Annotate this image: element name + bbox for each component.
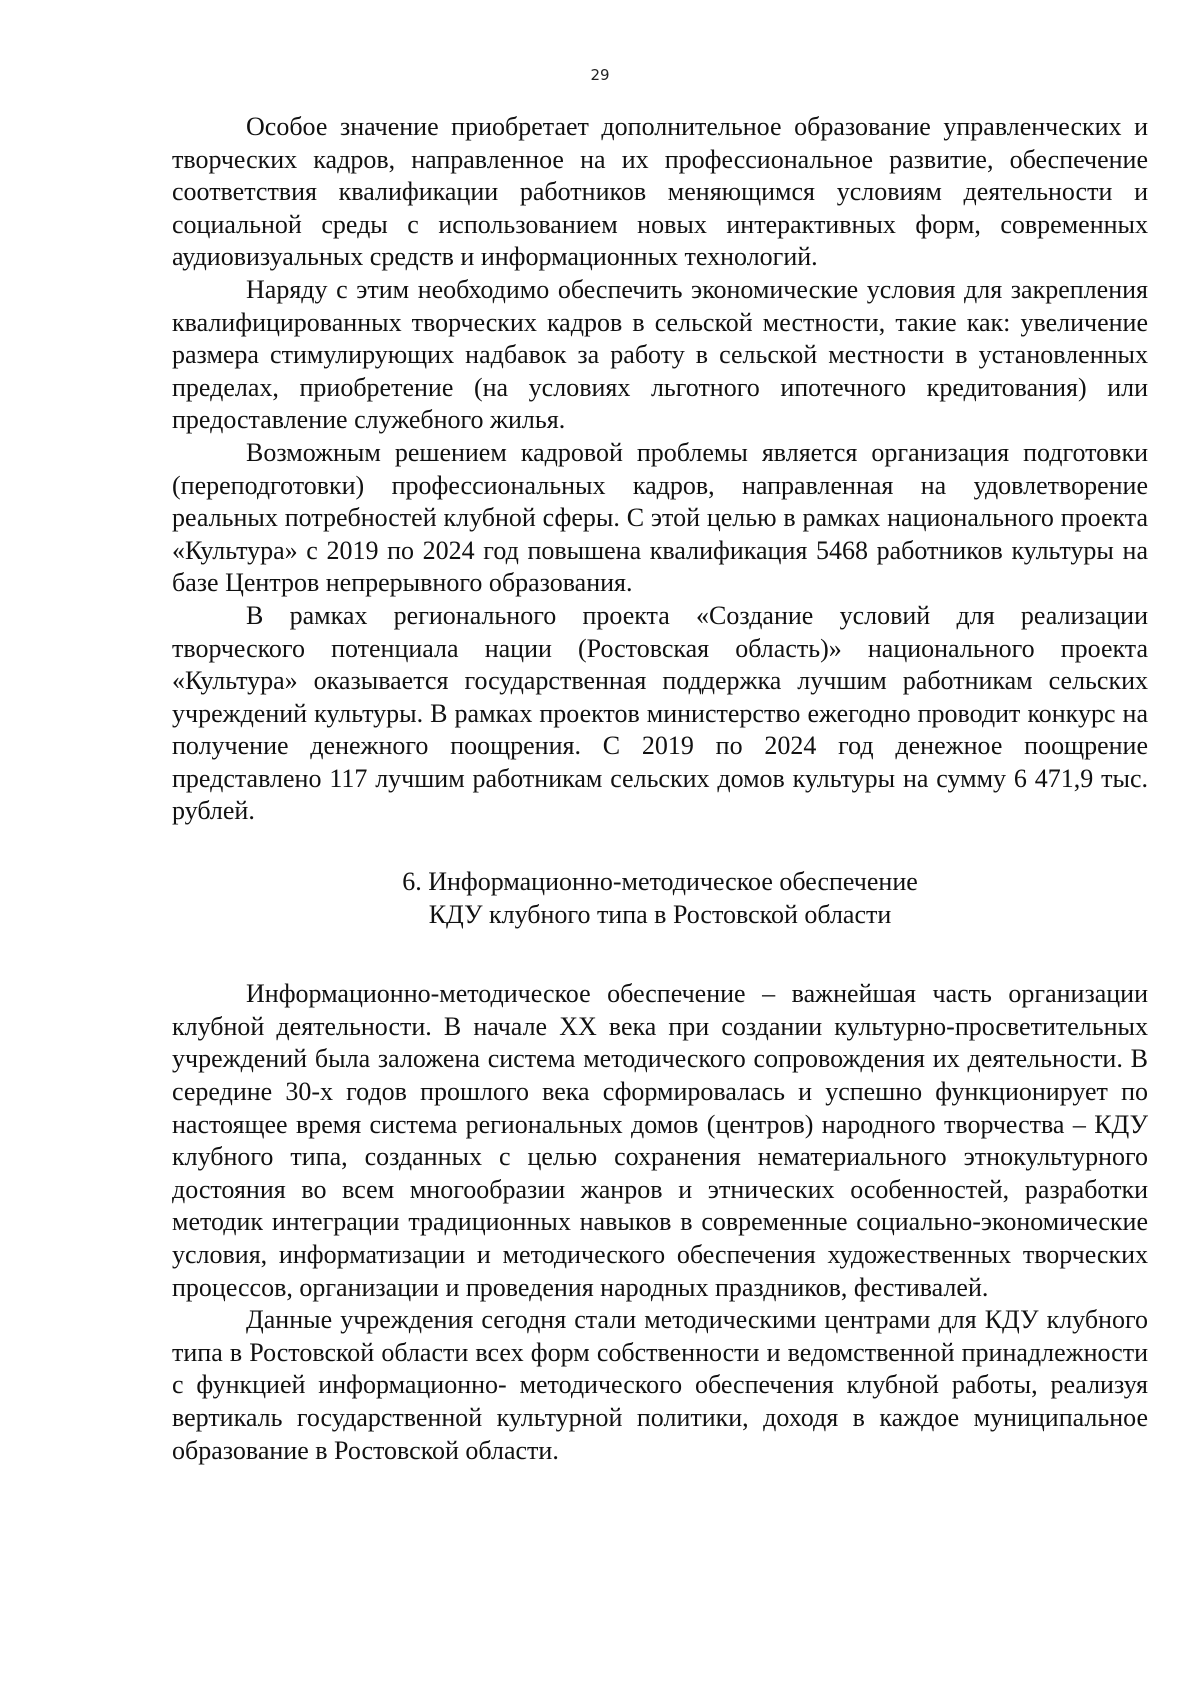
paragraph-regional-project: В рамках регионального проекта «Создание условий для реализации творческого потенциала нации (Ростовская область)» национального проекта «Культура» оказывается государственная поддержка лучшим работникам сельских учреждений культуры. В рамках проектов министерство ежегодно проводит конкурс на получение денежного поощрения. С 2019 по 2024 год денежное поощрение представлено 117 лучшим работникам сельских домов культуры на сумму 6 471,9 тыс. рублей. (172, 600, 1148, 826)
page-number: 29 (590, 66, 610, 84)
document-body (172, 111, 1148, 1467)
paragraph-economic-conditions: Наряду с этим необходимо обеспечить экономические условия для закрепления квалифицированных творческих кадров в сельской местности, такие как: увеличение размера стимулирующих надбавок за работу в сельской местности в установленных пределах, приобретение (на условиях льготного ипотечного кредитования) или предоставление служебного жилья. (172, 274, 1148, 435)
section-heading (172, 866, 1148, 931)
section-heading-line-2: КДУ клубного типа в Ростовской области (428, 899, 892, 929)
paragraph-staff-training: Возможным решением кадровой проблемы является организация подготовки (переподготовки) профессиональных кадров, направленная на удовлетворение реальных потребностей клубной сферы. С этой целью в рамках национального проекта «Культура» с 2019 по 2024 год повышена квалификация 5468 работников культуры на базе Центров непрерывного образования. (172, 437, 1148, 598)
paragraph-methodical-centers: Данные учреждения сегодня стали методическими центрами для КДУ клубного типа в Ростовской области всех форм собственности и ведомственной принадлежности с функцией информационно- методического обеспечения клубной работы, реализуя вертикаль государственной культурной политики, доходя в каждое муниципальное образование в Ростовской области. (172, 1305, 1148, 1465)
section-heading-line-1: 6. Информационно-методическое обеспечение (402, 867, 918, 897)
paragraph-staff-education: Особое значение приобретает дополнительное образование управленческих и творческих кадров, направленное на их профессиональное развитие, обеспечение соответствия квалификации работников меняющимся условиям деятельности и социальной среды с использованием новых интерактивных форм, современных аудиовизуальных средств и информационных технологий. (172, 112, 1148, 272)
paragraph-methodical-support: Информационно-методическое обеспечение – важнейшая часть организации клубной деятельности. В начале XX века при создании культурно-просветительных учреждений была заложена система методического сопровождения их деятельности. В середине 30-х годов прошлого века сформировалась и успешно функционирует по настоящее время система региональных домов (центров) народного творчества – КДУ клубного типа, созданных с целью сохранения нематериального этнокультурного достояния во всем многообразии жанров и этнических особенностей, разработки методик интеграции традиционных навыков в современные социально-экономические условия, информатизации и методического обеспечения художественных творческих процессов, организации и проведения народных праздников, фестивалей. (172, 979, 1148, 1302)
